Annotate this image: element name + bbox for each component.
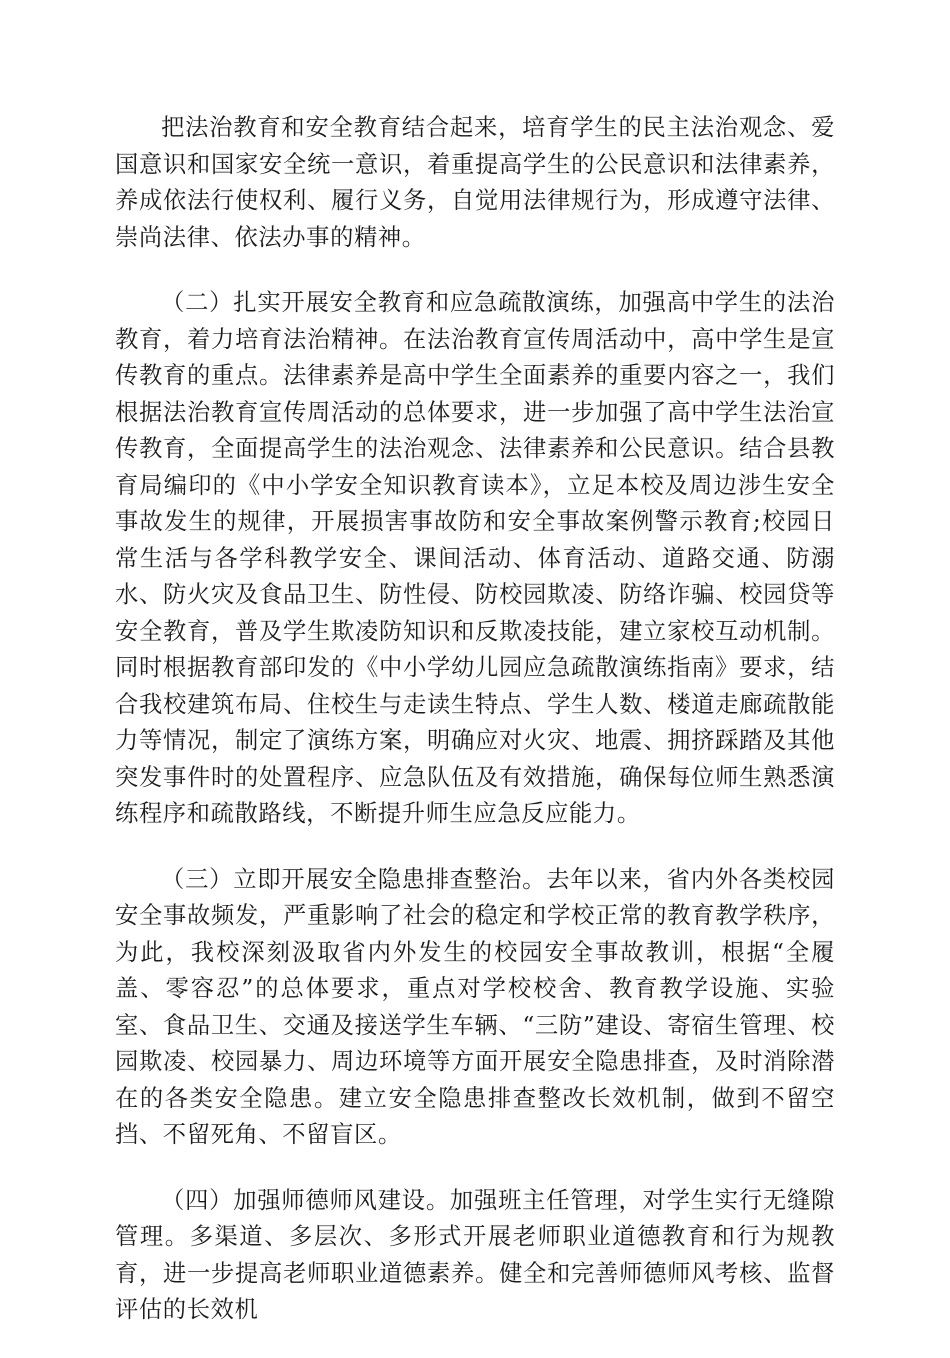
paragraph-rule-of-law-education: 把法治教育和安全教育结合起来，培育学生的民主法治观念、爱国意识和国家安全统一意识，着重提高学生的公民意识和法律素养，养成依法行使权利、履行义务，自觉用法律规行为，形成遵守法律、崇尚法律、依法办事的精神。: [115, 114, 835, 251]
paragraph-hazard-inspection: （三）立即开展安全隐患排查整治。去年以来，省内外各类校园安全事故频发，严重影响了社会的稳定和学校正常的教育教学秩序，为此，我校深刻汲取省内外发生的校园安全事故教训，根据“全履盖、零容忍”的总体要求，重点对学校校舍、教育教学设施、实验室、食品卫生、交通及接送学生车辆、“三防”建设、寄宿生管理、校园欺凌、校园暴力、周边环境等方面开展安全隐患排查，及时消除潜在的各类安全隐患。建立安全隐患排查整改长效机制，做到不留空挡、不留死角、不留盲区。: [115, 865, 835, 1148]
paragraph-teacher-ethics: （四）加强师德师风建设。加强班主任管理，对学生实行无缝隙管理。多渠道、多层次、多形式开展老师职业道德教育和行为规教育，进一步提高老师职业道德素养。健全和完善师德师风考核、监督评估的长效机: [115, 1186, 835, 1323]
document-page: [115, 110, 835, 1358]
paragraph-safety-education-drills: （二）扎实开展安全教育和应急疏散演练，加强高中学生的法治教育，着力培育法治精神。在法治教育宣传周活动中，高中学生是宣传教育的重点。法律素养是高中学生全面素养的重要内容之一，我们根据法治教育宣传周活动的总体要求，进一步加强了高中学生法治宣传教育，全面提高学生的法治观念、法律素养和公民意识。结合县教育局编印的《中小学安全知识教育读本》，立足本校及周边涉生安全事故发生的规律，开展损害事故防和安全事故案例警示教育;校园日常生活与各学科教学安全、课间活动、体育活动、道路交通、防溺水、防火灾及食品卫生、防性侵、防校园欺凌、防络诈骗、校园贷等安全教育，普及学生欺凌防知识和反欺凌技能，建立家校互动机制。同时根据教育部印发的《中小学幼儿园应急疏散演练指南》要求，结合我校建筑布局、住校生与走读生特点、学生人数、楼道走廊疏散能力等情况，制定了演练方案，明确应对火灾、地震、拥挤踩踏及其他突发事件时的处置程序、应急队伍及有效措施，确保每位师生熟悉演练程序和疏散路线，不断提升师生应急反应能力。: [115, 289, 835, 827]
